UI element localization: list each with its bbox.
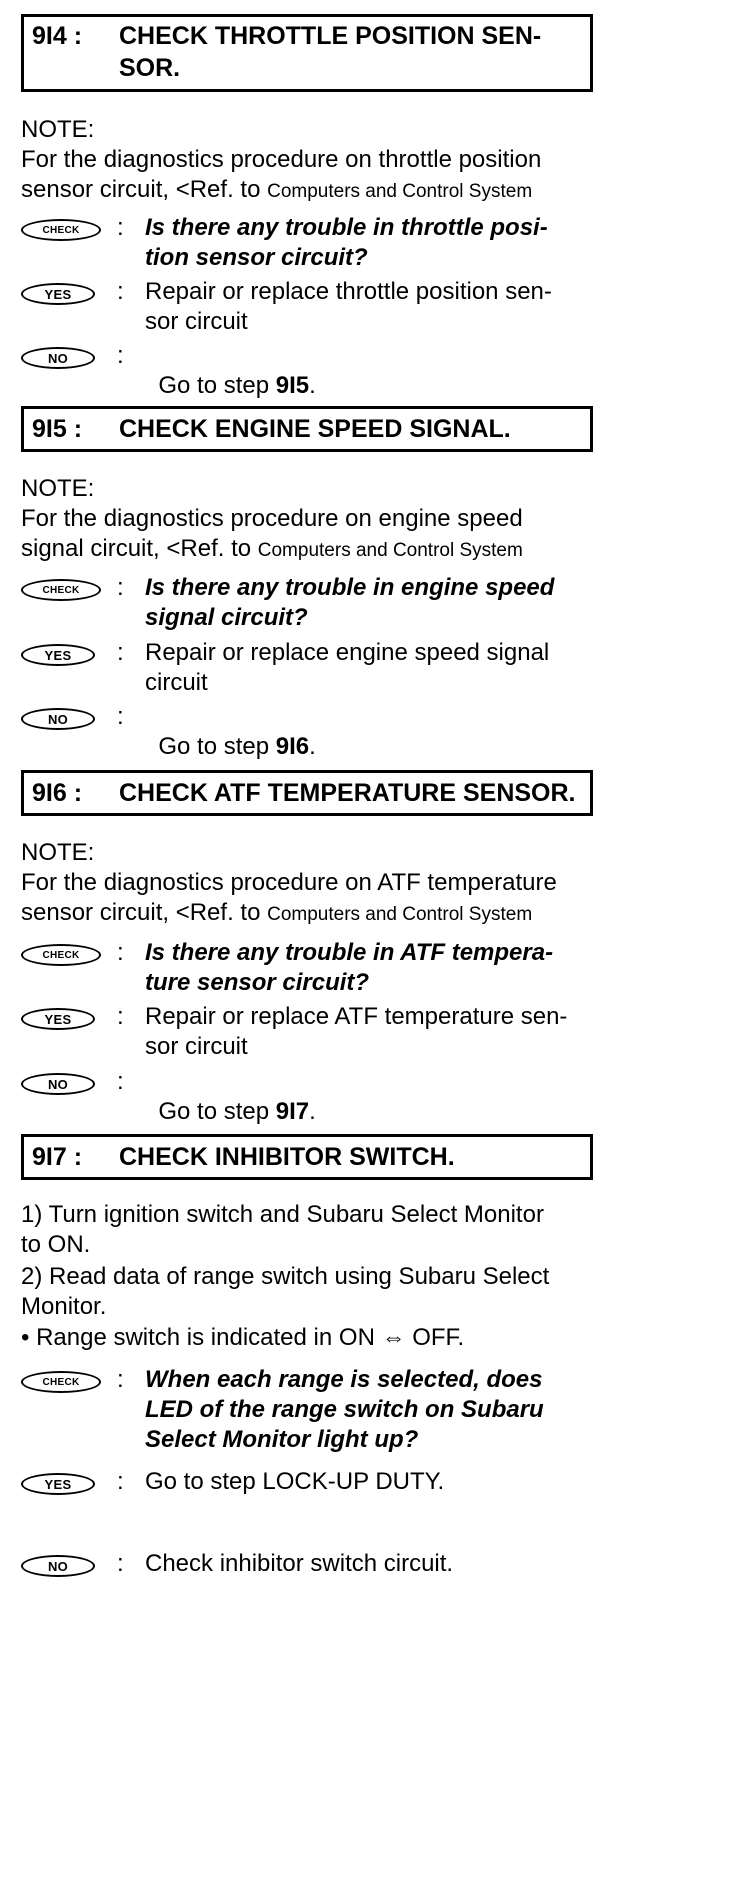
no-badge: NO	[21, 1073, 95, 1095]
reference-link[interactable]: Computers and Control System	[257, 540, 523, 561]
step-number: 9I4 :	[32, 22, 83, 50]
no-badge: NO	[21, 1555, 95, 1577]
no-action	[145, 341, 316, 401]
note-text	[21, 175, 532, 207]
note-text-part: signal circuit, <Ref. to	[21, 535, 258, 562]
colon: :	[117, 1550, 124, 1577]
step-header	[21, 770, 593, 816]
step-title: CHECK ATF TEMPERATURE SENSOR.	[119, 779, 576, 807]
colon: :	[117, 1468, 124, 1495]
no-action-punct: .	[309, 1098, 316, 1125]
yes-badge: YES	[21, 644, 95, 666]
no-action: Check inhibitor switch circuit.	[145, 1550, 454, 1577]
no-action-text: Go to step	[158, 372, 276, 399]
check-badge: CHECK	[21, 944, 101, 966]
note-text: For the diagnostics procedure on throttle position	[21, 146, 542, 173]
yes-action: Repair or replace engine speed signal circuit	[145, 639, 550, 696]
instruction-text: 1) Turn ignition switch and Subaru Select Monitor	[21, 1201, 544, 1228]
reference-link[interactable]: Computers and Control System	[267, 181, 533, 202]
note-label: NOTE:	[21, 839, 95, 866]
step-link[interactable]: 9I5	[275, 372, 310, 399]
no-action-text: Go to step	[158, 733, 276, 760]
colon: :	[117, 639, 124, 666]
note-text: For the diagnostics procedure on engine speed	[21, 505, 523, 532]
colon: :	[117, 214, 124, 241]
check-badge: CHECK	[21, 219, 101, 241]
step-header	[21, 406, 593, 452]
note-text: For the diagnostics procedure on ATF temperature	[21, 869, 557, 896]
step-number: 9I6 :	[32, 779, 83, 807]
colon: :	[117, 1366, 124, 1393]
check-question: When each range is selected, does LED of the range switch on Subaru Select Monitor light up?	[145, 1366, 544, 1453]
check-question: Is there any trouble in ATF tempera- ture sensor circuit?	[145, 939, 554, 996]
instruction-text: Monitor.	[21, 1293, 107, 1320]
step-title: CHECK THROTTLE POSITION SEN- SOR.	[119, 22, 542, 82]
colon: :	[117, 703, 124, 730]
reference-link[interactable]: Computers and Control System	[267, 904, 533, 925]
no-action-punct: .	[309, 372, 316, 399]
no-action-punct: .	[309, 733, 316, 760]
check-question: Is there any trouble in engine speed signal circuit?	[145, 574, 555, 631]
colon: :	[117, 574, 124, 601]
check-badge: CHECK	[21, 579, 101, 601]
step-number: 9I7 :	[32, 1143, 83, 1171]
instruction-text: 2) Read data of range switch using Subaru Select	[21, 1263, 550, 1290]
step-header	[21, 1134, 593, 1180]
colon: :	[117, 342, 124, 369]
no-action	[145, 1067, 316, 1127]
colon: :	[117, 278, 124, 305]
no-action-text: Go to step	[158, 1098, 276, 1125]
step-number: 9I5 :	[32, 415, 83, 443]
yes-badge: YES	[21, 1008, 95, 1030]
note-text	[21, 534, 523, 566]
instruction-text: to ON.	[21, 1231, 91, 1258]
note-label: NOTE:	[21, 475, 95, 502]
step-title: CHECK INHIBITOR SWITCH.	[119, 1143, 455, 1171]
check-badge: CHECK	[21, 1371, 101, 1393]
yes-action: Repair or replace ATF temperature sen- sor circuit	[145, 1003, 568, 1060]
step-title: CHECK ENGINE SPEED SIGNAL.	[119, 415, 511, 443]
yes-action: Repair or replace throttle position sen- sor circuit	[145, 278, 552, 335]
note-text	[21, 898, 532, 930]
step-link[interactable]: 9I7	[275, 1098, 310, 1125]
colon: :	[117, 1068, 124, 1095]
colon: :	[117, 939, 124, 966]
yes-action: Go to step LOCK-UP DUTY.	[145, 1468, 445, 1495]
yes-badge: YES	[21, 1473, 95, 1495]
step-header	[21, 14, 593, 92]
no-action	[145, 702, 316, 762]
step-link[interactable]: 9I6	[275, 733, 310, 760]
note-text-part: sensor circuit, <Ref. to	[21, 176, 268, 203]
note-label: NOTE:	[21, 116, 95, 143]
check-question: Is there any trouble in throttle posi- tion sensor circuit?	[145, 214, 548, 271]
no-badge: NO	[21, 347, 95, 369]
note-text-part: sensor circuit, <Ref. to	[21, 899, 268, 926]
no-badge: NO	[21, 708, 95, 730]
yes-badge: YES	[21, 283, 95, 305]
colon: :	[117, 1003, 124, 1030]
bullet-item: • Range switch is indicated in ON ⇔ OFF.	[21, 1324, 465, 1351]
